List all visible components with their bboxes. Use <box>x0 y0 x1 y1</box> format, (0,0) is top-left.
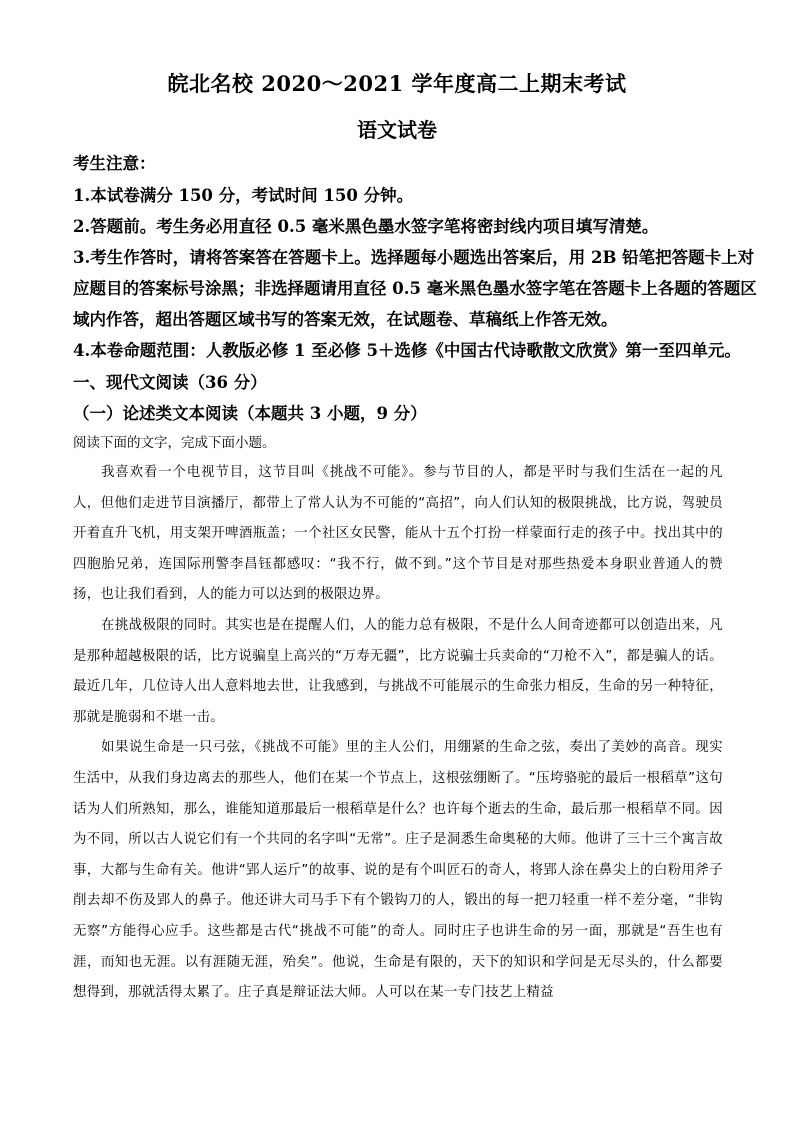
passage-paragraph-3: 如果说生命是一只弓弦，《挑战不可能》里的主人公们，用绷紧的生命之弦，奏出了美妙的高音。现实生活中，从我们身边离去的那些人，他们在某一个节点上，这根弦绷断了。“压垮骆驼的最后一根稻草”这句话为人们所熟知，那么，谁能知道那最后一根稻草是什么？也许每个逝去的生命，最后那一根稻草不同。因为不同，所以古人说它们有一个共同的名字叫“无常”。庄子是洞悉生命奥秘的大师。他讲了三十三个寓言故事，大都与生命有关。他讲“郢人运斤”的故事、说的是有个叫匠石的奇人，将郢人涂在鼻尖上的白粉用斧子削去却不伤及郢人的鼻子。他还讲大司马手下有个锻钩刀的人，锻出的每一把刀轻重一样不差分毫，“非钩无察”方能得心应手。这些都是古代“挑战不可能”的奇人。同时庄子也讲生命的另一面，那就是“吾生也有涯，而知也无涯。以有涯随无涯，殆矣”。他说，生命是有限的，天下的知识和学问是无尽头的，什么都要想得到，那就活得太累了。庄子真是辩证法大师。人可以在某一专门技艺上精益 <box>73 740 723 1001</box>
notice-item-3-line-1: 3.考生作答时，请将答案答在答题卡上。选择题每小题选出答案后，用 2B 铅笔把答题卡上对 <box>73 248 755 267</box>
notice-item-1: 1.本试卷满分 150 分，考试时间 150 分钟。 <box>73 186 414 205</box>
passage-paragraph-1: 我喜欢看一个电视节目，这节目叫《挑战不可能》。参与节目的人，都是平时与我们生活在一起的凡人，但他们走进节目演播厅，都带上了常人认为不可能的“高招”，向人们认知的极限挑战，比方说，驾驶员开着直升飞机，用支架开啤酒瓶盖；一个社区女民警，能从十五个打扮一样蒙面行走的孩子中。找出其中的四胞胎兄弟，连国际刑警李昌钰都感叹：“我不行，做不到。”这个节目是对那些热爱本身职业普通人的赞扬，也让我们看到，人的能力可以达到的极限边界。 <box>73 465 723 603</box>
notice-item-4: 4.本卷命题范围：人教版必修 1 至必修 5＋选修《中国古代诗歌散文欣赏》第一至四单元。 <box>73 341 741 360</box>
reading-instruction: 阅读下面的文字，完成下面小题。 <box>73 435 276 451</box>
section-heading: 一、现代文阅读（36 分） <box>73 373 267 392</box>
exam-subtitle: 语文试卷 <box>357 118 437 142</box>
section-subheading: （一）论述类文本阅读（本题共 3 小题，9 分） <box>73 404 427 423</box>
notice-heading: 考生注意： <box>73 154 156 173</box>
notice-item-3-line-3: 域内作答，超出答题区域书写的答案无效，在试题卷、草稿纸上作答无效。 <box>73 310 618 329</box>
passage-paragraph-2: 在挑战极限的同时。其实也是在提醒人们，人的能力总有极限，不是什么人间奇迹都可以创造出来，凡是那种超越极限的话，比方说骗皇上高兴的“万寿无疆”，比方说骗士兵卖命的“刀枪不入”，都是骗人的话。最近几年，几位诗人出人意料地去世，让我感到，与挑战不可能展示的生命张力相反，生命的另一种特征，那就是脆弱和不堪一击。 <box>73 617 723 725</box>
notice-item-2: 2.答题前。考生务必用直径 0.5 毫米黑色墨水签字笔将密封线内项目填写清楚。 <box>73 217 659 236</box>
passage <box>73 458 723 1009</box>
exam-title: 皖北名校 2020～2021 学年度高二上期末考试 <box>167 71 627 96</box>
notice-item-3-line-2: 应题目的答案标号涂黑；非选择题请用直径 0.5 毫米黑色墨水签字笔在答题卡上各题的答题区 <box>73 279 757 298</box>
